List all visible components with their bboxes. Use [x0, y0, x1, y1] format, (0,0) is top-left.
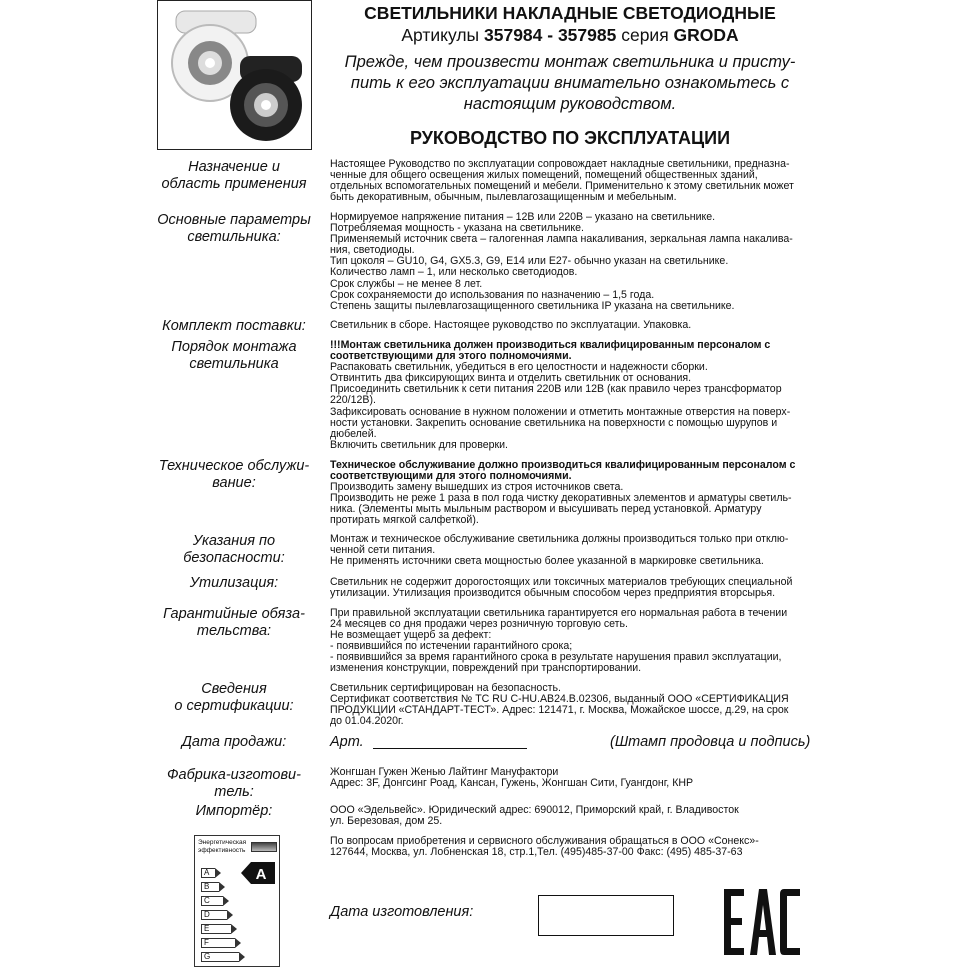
text-line: Срок службы – не менее 8 лет.: [330, 277, 483, 290]
text-line: дюбелей.: [330, 427, 377, 440]
text-line: Степень защиты пылевлагозащищенного светильника IP указана на светильнике.: [330, 299, 735, 312]
text-line: Монтаж и техническое обслуживание светильника должны производиться только при отклю-: [330, 533, 789, 545]
energy-caption-line: эффективность: [198, 846, 246, 854]
article-field-label: Арт.: [330, 734, 364, 750]
selected-class-arrow: [241, 862, 275, 884]
section-label-certification: Сведения о сертификации:: [174, 681, 294, 714]
text-line: Жонгшан Гужен Женью Лайтинг Мануфактори: [330, 766, 559, 778]
text-line: ул. Березовая, дом 25.: [330, 815, 443, 828]
text-line: - появившийся за время гарантийного срока в результате нарушения правил эксплуатации,: [330, 651, 782, 664]
text-line: изменения конструкции, повреждений при транспортировании.: [330, 662, 642, 675]
text-line: ченной сети питания.: [330, 544, 436, 557]
black-lamp-icon: [230, 56, 302, 141]
text-line: - появившийся по истечении гарантийного срока;: [330, 640, 573, 653]
text-line: ченные для общего освещения жилых помещений, помещений общественных зданий,: [330, 169, 758, 182]
product-photo: [157, 0, 312, 150]
section-label-safety: Указания по безопасности:: [183, 533, 285, 566]
text-line: Тип цоколя – GU10, G4, GX5.3, G9, E14 или E27- обычно указан на светильнике.: [330, 255, 729, 268]
text-line: ника. (Элементы мыть мыльным раствором и высушивать перед установкой. Арматуру: [330, 503, 762, 516]
article-line: [318, 24, 822, 46]
energy-class-e: E: [201, 924, 231, 934]
section-body-purpose: [330, 159, 818, 203]
text-line: Производить не реже 1 раза в пол года чистку декоративных элементов и арматуры светиль-: [330, 492, 792, 505]
text-line: По вопросам приобретения и сервисного обслуживания обращаться в ООО «Сонекс»-: [330, 835, 759, 847]
document-title: СВЕТИЛЬНИКИ НАКЛАДНЫЕ СВЕТОДИОДНЫЕ: [364, 3, 776, 23]
document-header: [318, 2, 822, 149]
service-body: [330, 836, 818, 858]
bold-text-line: Техническое обслуживание должно производиться квалифицированным персоналом с: [330, 459, 796, 471]
warning-line: пить к его эксплуатации внимательно ознакомьтесь с: [350, 74, 790, 92]
text-line: Срок сохраняемости до использования по назначению – 1,5 года.: [330, 288, 655, 301]
factory-body: [330, 767, 818, 789]
section-label-disposal: Утилизация:: [189, 575, 279, 591]
manufacture-date-label: Дата изготовления:: [330, 904, 474, 920]
text-line: Отвинтить два фиксирующих винта и отделить светильник от основания.: [330, 372, 692, 385]
section-label-delivery: Комплект поставки:: [162, 318, 306, 334]
text-line: Настоящее Руководство по эксплуатации сопровождает накладные светильники, предназна-: [330, 158, 790, 170]
manual-title: РУКОВОДСТВО ПО ЭКСПЛУАТАЦИИ: [409, 128, 731, 148]
text-line: Количество ламп – 1, или несколько светодиодов.: [330, 266, 578, 279]
text-line: При правильной эксплуатации светильника гарантируется его нормальная работа в течении: [330, 607, 788, 619]
section-label-installation: Порядок монтажа светильника: [171, 339, 297, 372]
energy-class-f: F: [201, 938, 235, 948]
warning-line: настоящим руководством.: [463, 95, 677, 113]
text-line: Светильник сертифицирован на безопасность.: [330, 682, 561, 694]
section-label-warranty: Гарантийные обяза- тельства:: [163, 606, 305, 639]
seller-stamp-label: (Штамп продовца и подпись): [610, 734, 811, 750]
series-name: GRODA: [673, 25, 739, 45]
series-prefix: серия: [616, 25, 674, 45]
text-line: 24 месяцев со дня продажи через розничную торговую сеть.: [330, 618, 628, 631]
text-line: ности установки. Закрепить основание светильника на поверхности с помощью шурупов и: [330, 416, 778, 429]
section-body-delivery: [330, 320, 818, 331]
article-numbers: 357984 - 357985: [484, 25, 617, 45]
text-line: быть декоративным, обычным, пылевлагозащищенным и мебельным.: [330, 191, 677, 204]
section-body-warranty: [330, 608, 818, 675]
section-label-parameters: Основные параметры светильника:: [157, 212, 311, 245]
energy-class-g: G: [201, 952, 239, 962]
section-label-purpose: Назначение и область применения: [161, 159, 307, 192]
bold-text-line: соответствующими для этого полномочиями.: [330, 470, 572, 483]
text-line: Адрес: 3F, Донгсинг Роад, Кансан, Гужень, Жонгшан Сити, Гуангдонг, КНР: [330, 777, 694, 790]
factory-label: Фабрика-изготови- тель:: [167, 767, 301, 800]
text-line: Включить светильник для проверки.: [330, 438, 508, 451]
warning-line: Прежде, чем произвести монтаж светильника и присту-: [344, 53, 796, 71]
text-line: Светильник в сборе. Настоящее руководство по эксплуатации. Упаковка.: [330, 319, 692, 331]
text-line: 220/12В).: [330, 394, 376, 407]
manufacture-date-box: [538, 895, 674, 936]
text-line: протирать мягкой салфеткой).: [330, 514, 479, 527]
section-label-maintenance: Техническое обслужи- вание:: [158, 458, 310, 491]
section-body-safety: [330, 534, 818, 567]
text-line: Производить замену вышедших из строя источников света.: [330, 481, 624, 494]
text-line: Нормируемое напряжение питания – 12В или 220В – указано на светильнике.: [330, 211, 716, 223]
text-line: Сертификат соответствия № ТС RU C-HU.АВ24.В.02306, выданный ООО «СЕРТИФИКАЦИЯ: [330, 693, 789, 706]
text-line: Не возмещает ущерб за дефект:: [330, 629, 492, 642]
energy-class-d: D: [201, 910, 227, 920]
energy-class-c: C: [201, 896, 223, 906]
section-body-installation: [330, 340, 818, 451]
eac-mark-icon: [722, 887, 802, 962]
section-body-disposal: [330, 577, 818, 599]
text-line: Потребляемая мощность - указана на светильнике.: [330, 222, 584, 235]
bold-text-line: !!!Монтаж светильника должен производиться квалифицированным персоналом с: [330, 339, 771, 351]
energy-efficiency-label: [194, 835, 280, 967]
text-line: ния, светодиоды.: [330, 244, 415, 257]
article-field-line: [373, 748, 527, 749]
text-line: Светильник не содержит дорогостоящих или токсичных материалов требующих специальной: [330, 576, 793, 588]
text-line: Присоединить светильник к сети питания 220В или 12В (как правило через трансформатор: [330, 383, 782, 396]
text-line: 127644, Москва, ул. Лобненская 18, стр.1,Тел. (495)485-37-00 Факс: (495) 485-37-63: [330, 846, 743, 859]
sale-date-label: Дата продажи:: [181, 734, 287, 750]
text-line: отдельных вспомогательных помещений и мебели. Применительно к этому светильник может: [330, 180, 794, 193]
energy-caption: [198, 839, 250, 854]
text-line: Применяемый источник света – галогенная лампа накаливания, зеркальная лампа накалива-: [330, 233, 793, 246]
text-line: ООО «Эдельвейс». Юридический адрес: 690012, Приморский край, г. Владивосток: [330, 804, 739, 816]
energy-caption-line: Энергетическая: [198, 839, 247, 846]
section-body-maintenance: [330, 460, 818, 527]
section-body-parameters: [330, 212, 818, 312]
text-line: Распаковать светильник, убедиться в его целостности и надежности сборки.: [330, 361, 708, 374]
text-line: ПРОДУКЦИИ «СТАНДАРТ-ТЕСТ». Адрес: 121471, г. Москва, Можайское шоссе, д.29, на срок: [330, 704, 789, 717]
bold-text-line: соответствующими для этого полномочиями.: [330, 350, 572, 363]
articles-prefix: Артикулы: [401, 25, 484, 45]
text-line: Не применять источники света мощностью более указанной в маркировке светильника.: [330, 555, 764, 568]
text-line: до 01.04.2020г.: [330, 715, 404, 728]
selected-class-letter: A: [255, 866, 267, 883]
energy-class-b: B: [201, 882, 219, 892]
section-body-certification: [330, 683, 818, 727]
importer-body: [330, 805, 818, 827]
text-line: Зафиксировать основание в нужном положении и отметить монтажные отверстия на поверх-: [330, 405, 791, 418]
importer-label: Импортёр:: [195, 803, 273, 819]
energy-color-bar: [251, 842, 277, 852]
energy-class-a: A: [201, 868, 215, 878]
warning-note: [318, 52, 822, 115]
text-line: утилизации. Утилизация производится обычным способом через предприятия вторсырья.: [330, 587, 776, 600]
